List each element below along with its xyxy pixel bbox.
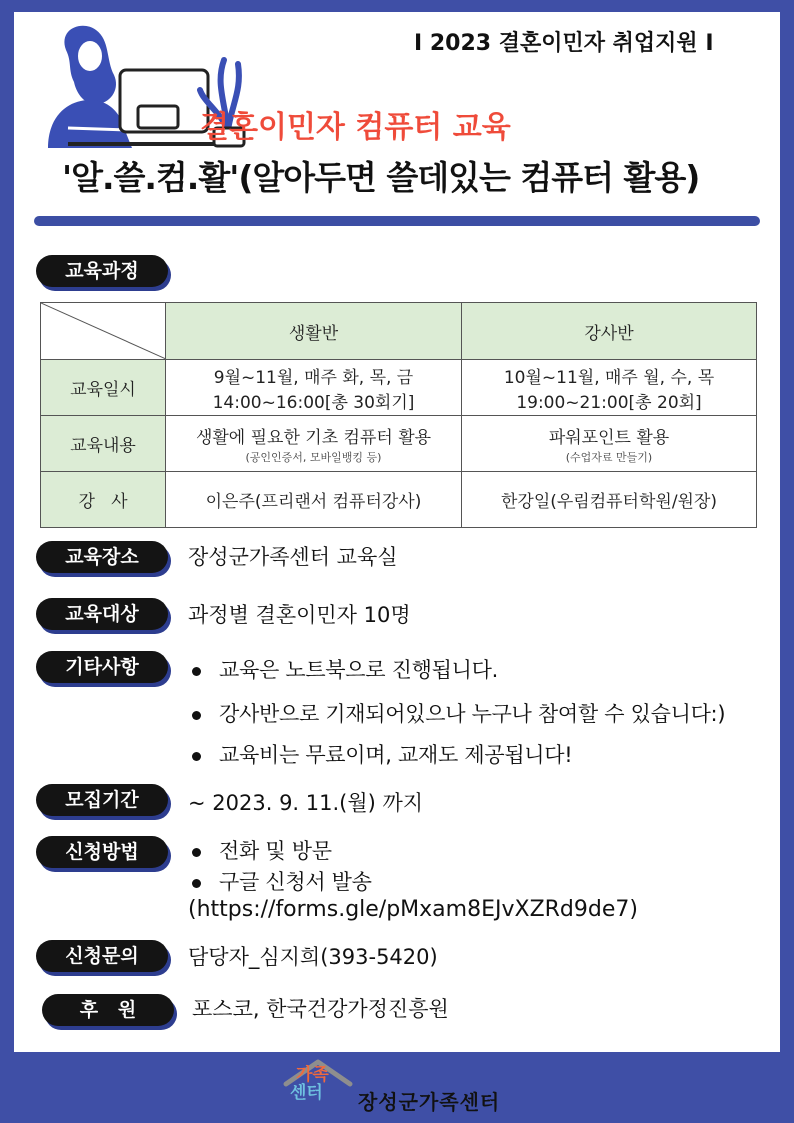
column-header: 생활반 <box>166 303 462 360</box>
course-table <box>40 302 757 528</box>
cell-note: (수업자료 만들기) <box>565 450 653 464</box>
apply-text: 구글 신청서 발송 <box>219 870 372 894</box>
sponsor-value: 포스코, 한국건강가정진흥원 <box>192 997 449 1021</box>
place-value: 장성군가족센터 교육실 <box>188 545 398 569</box>
bullet-icon <box>192 848 201 857</box>
row-header: 강 사 <box>41 472 166 528</box>
bullet-icon <box>192 752 201 761</box>
row-header: 교육내용 <box>41 416 166 472</box>
row-header: 교육일시 <box>41 360 166 416</box>
cell-line: 9월~11월, 매주 화, 목, 금 <box>213 367 414 388</box>
apply-item <box>192 835 332 865</box>
program-label: I 2023 결혼이민자 취업지원 I <box>414 31 714 56</box>
notes-text: 강사반으로 기재되어있으나 누구나 참여할 수 있습니다:) <box>219 702 726 726</box>
cell-line: 10월~11월, 매주 월, 수, 목 <box>503 367 715 388</box>
bullet-icon <box>192 667 201 676</box>
table-cell <box>462 416 757 472</box>
column-header: 강사반 <box>462 303 757 360</box>
cell-line: 14:00~16:00[총 30회기] <box>212 392 415 413</box>
course-label: 교육과정 <box>36 255 168 287</box>
sponsor-label: 후 원 <box>42 994 174 1026</box>
contact-label: 신청문의 <box>36 940 168 972</box>
logo-text-bottom: 센터 <box>290 1083 323 1103</box>
cell-note: (공인인증서, 모바일뱅킹 등) <box>245 450 382 464</box>
notes-item <box>192 739 572 769</box>
table-cell <box>166 416 462 472</box>
main-title: 결혼이민자 컴퓨터 교육 <box>200 110 511 145</box>
table-cell <box>462 360 757 416</box>
notes-item <box>192 698 725 728</box>
sub-title: '알.쓸.컴.활'(알아두면 쓸데있는 컴퓨터 활용) <box>62 158 700 197</box>
notes-text: 교육비는 무료이며, 교재도 제공됩니다! <box>219 743 573 767</box>
header-divider <box>34 216 760 226</box>
bullet-icon <box>192 711 201 720</box>
footer-bar <box>0 1052 794 1123</box>
place-label: 교육장소 <box>36 541 168 573</box>
table-cell <box>166 360 462 416</box>
apply-label: 신청방법 <box>36 836 168 868</box>
bullet-icon <box>192 879 201 888</box>
cell-line: 19:00~21:00[총 20회] <box>516 392 702 413</box>
notes-text: 교육은 노트북으로 진행됩니다. <box>219 658 498 682</box>
period-label: 모집기간 <box>36 784 168 816</box>
notes-label: 기타사항 <box>36 651 168 683</box>
notes-item <box>192 654 498 684</box>
diagonal-line <box>41 303 166 359</box>
cell-line: 파워포인트 활용 <box>548 427 670 448</box>
period-value: ~ 2023. 9. 11.(월) 까지 <box>188 791 424 815</box>
table-corner <box>41 303 166 360</box>
cell-line: 생활에 필요한 기초 컴퓨터 활용 <box>195 427 432 448</box>
table-cell: 한강일(우림컴퓨터학원/원장) <box>462 472 757 528</box>
contact-value: 담당자_심지희(393-5420) <box>188 945 438 969</box>
apply-text: 전화 및 방문 <box>219 839 332 863</box>
target-label: 교육대상 <box>36 598 168 630</box>
apply-url[interactable]: (https://forms.gle/pMxam8EJvXZRd9de7) <box>188 897 638 922</box>
logo-text-top: 가족 <box>296 1065 329 1085</box>
target-value: 과정별 결혼이민자 10명 <box>188 603 411 627</box>
footer-org-name: 장성군가족센터 <box>358 1090 501 1114</box>
apply-item <box>192 866 372 896</box>
table-cell: 이은주(프리랜서 컴퓨터강사) <box>166 472 462 528</box>
